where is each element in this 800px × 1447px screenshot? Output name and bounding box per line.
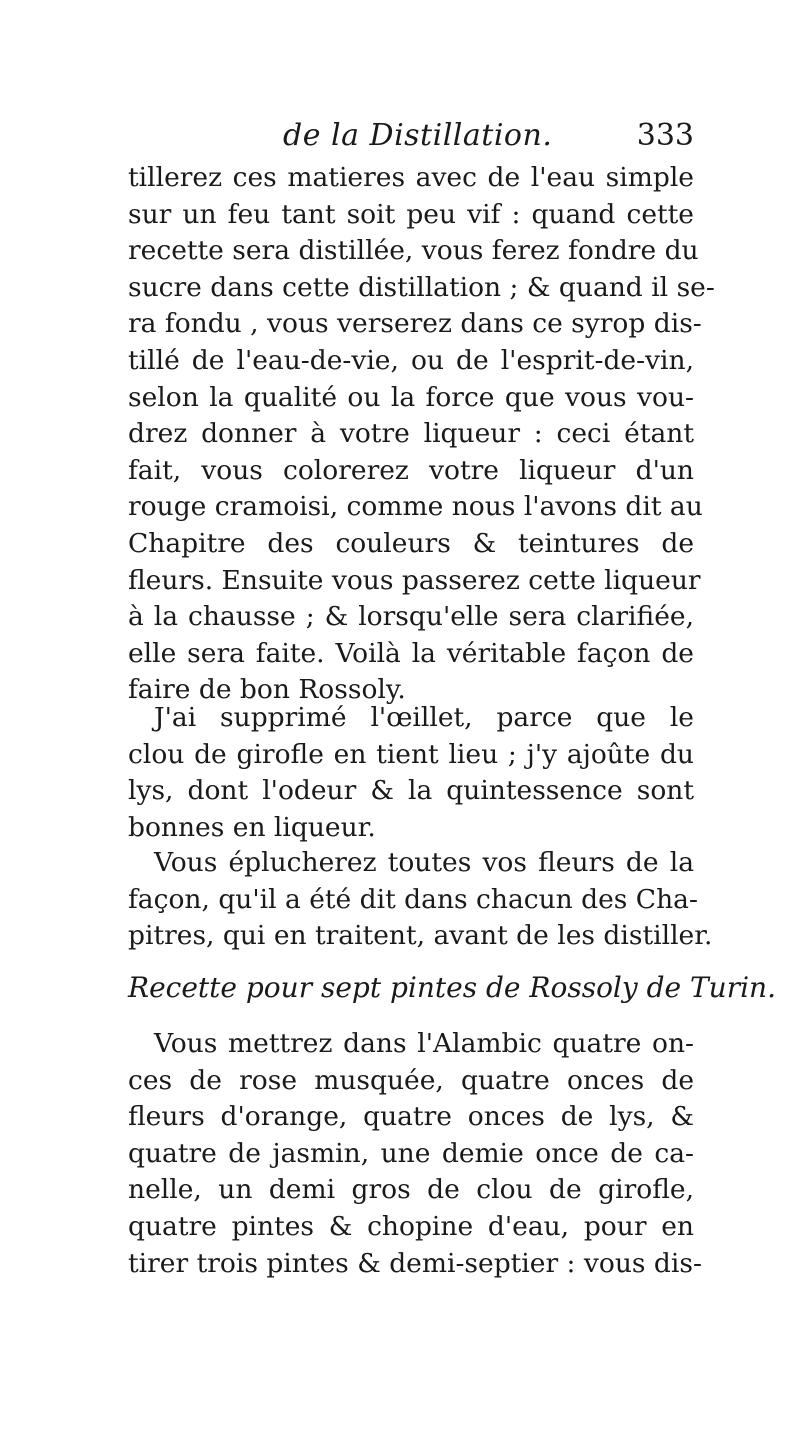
text-line: drez donner à votre liqueur : ceci étant [128,418,694,450]
text-line: sucre dans cette distillation ; & quand il se- [128,271,715,303]
page-number: 333 [636,118,694,153]
text-line: nelle, un demi gros de clou de girofle, [128,1174,694,1206]
text-line: fleurs d'orange, quatre onces de lys, & [128,1101,694,1133]
text-line: tillé de l'eau-de-vie, ou de l'esprit-de-vin, [128,344,694,376]
text-line: façon, qu'il a été dit dans chacun des Cha- [128,883,698,915]
running-title: de la Distillation. [283,118,553,153]
paragraph-oeillet [128,700,694,846]
paragraph-eplucher [128,845,713,955]
text-line: J'ai supprimé l'œillet, parce que le [154,702,694,733]
text-line: Vous éplucherez toutes vos fleurs de la [154,847,694,878]
text-line: elle sera faite. Voilà la véritable façon de [128,637,694,669]
text-line: quatre de jasmin, une demie once de ca- [128,1137,694,1169]
paragraph-recipe [128,1026,702,1282]
text-line: rouge cramoisi, comme nous l'avons dit au [128,491,703,523]
text-line: fait, vous colorerez votre liqueur d'un [128,454,694,486]
text-line: fleurs. Ensuite vous passerez cette liqueur [128,564,701,596]
text-line: pitres, qui en traitent, avant de les distiller. [128,920,713,952]
text-line: faire de bon Rossoly. [128,674,406,706]
text-line: clou de girofle en tient lieu ; j'y ajoûte du [128,738,694,770]
text-line: recette sera distillée, vous ferez fondre du [128,235,699,267]
text-line: tirer trois pintes & demi-septier : vous dis- [128,1247,702,1279]
text-line: lys, dont l'odeur & la quintessence sont [128,775,694,807]
text-line: Chapitre des couleurs & teintures de [128,527,694,559]
text-line: ces de rose musquée, quatre onces de [128,1064,694,1096]
text-line: sur un feu tant soit peu vif : quand cette [128,198,694,230]
text-line: quatre pintes & chopine d'eau, pour en [128,1210,694,1242]
paragraph-continuation [128,160,715,709]
text-line: à la chausse ; & lorsqu'elle sera clarifiée, [128,601,694,633]
text-line: tillerez ces matieres avec de l'eau simple [128,162,694,193]
text-line: Vous mettrez dans l'Alambic quatre on- [154,1028,694,1059]
text-line: bonnes en liqueur. [128,811,376,843]
text-line: ra fondu , vous verserez dans ce syrop dis- [128,308,702,340]
recipe-heading: Recette pour sept pintes de Rossoly de Turin. [128,971,776,1004]
text-line: selon la qualité ou la force que vous vou- [128,381,694,413]
page-header [128,118,694,158]
